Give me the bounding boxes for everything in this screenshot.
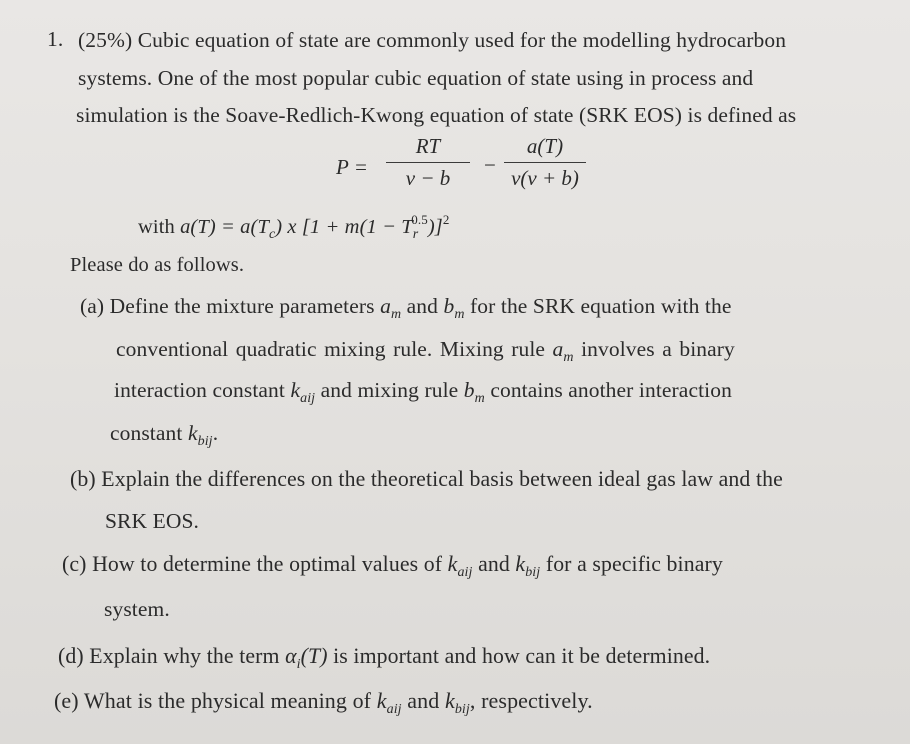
part-a-line-4 — [110, 421, 218, 450]
kaij-subscript-e: aij — [386, 702, 402, 717]
alpha-subscript: i — [296, 657, 301, 672]
part-a-line-1 — [80, 294, 731, 323]
kaij-symbol-e: k — [376, 688, 387, 713]
kbij-symbol-c: k — [515, 552, 526, 576]
squared-exponent: 2 — [442, 212, 450, 227]
intro-line-1: (25%) Cubic equation of state are commonly used for the modelling hydrocarbon — [78, 28, 787, 52]
bm-subscript-2: m — [474, 391, 485, 406]
part-a-text-10: . — [212, 421, 219, 445]
fraction-rt-denominator: v − b — [405, 166, 451, 190]
fraction-rt-numerator: RT — [415, 134, 441, 158]
fraction-at — [504, 134, 586, 191]
part-a-text-7: and mixing rule — [315, 378, 464, 402]
fraction-at-numerator: a(T) — [526, 134, 564, 158]
tr-exponent: 0.5 — [411, 212, 428, 227]
part-d-text-2: is important and how can it be determined. — [327, 644, 711, 668]
part-a-text-6: interaction constant — [114, 378, 291, 402]
question-number: 1. — [47, 27, 64, 51]
kbij-symbol-e: k — [444, 688, 455, 713]
part-a-line-3 — [114, 378, 732, 407]
am-subscript: m — [390, 307, 402, 322]
bm-subscript: m — [454, 307, 465, 322]
part-b-line-1 — [70, 467, 783, 492]
part-d-label: (d) — [58, 644, 84, 668]
kbij-symbol: k — [187, 421, 198, 445]
alpha-symbol: α — [285, 644, 297, 668]
kaij-subscript-c: aij — [457, 565, 473, 580]
fraction-at-denominator: v(v + b) — [511, 166, 579, 190]
equation-minus: − — [484, 153, 496, 177]
fraction-at-bar — [504, 162, 586, 163]
part-d-line — [58, 644, 710, 673]
kaij-symbol-c: k — [447, 552, 458, 576]
part-e-line — [54, 688, 593, 718]
part-e-text-1: What is the physical meaning of — [83, 688, 377, 713]
part-a-text-3: for the SRK equation with the — [464, 294, 732, 318]
kbij-subscript: bij — [197, 434, 213, 449]
intro-line-3: simulation is the Soave-Redlich-Kwong equation of state (SRK EOS) is defined as — [76, 103, 797, 127]
part-a-text-2: and — [401, 294, 444, 318]
tr-subscript: r — [412, 227, 419, 242]
kaij-subscript: aij — [300, 391, 316, 406]
instruction-text: Please do as follows. — [70, 254, 245, 276]
part-e-text-2: and — [401, 688, 445, 713]
part-c-text-2: and — [472, 552, 516, 576]
part-a-label: (a) — [80, 294, 105, 318]
am-subscript-2: m — [563, 350, 574, 365]
kbij-subscript-c: bij — [525, 565, 541, 580]
am-symbol: a — [380, 294, 391, 318]
bm-symbol: b — [443, 294, 455, 318]
alpha-definition-line — [138, 212, 449, 243]
with-prefix: with — [138, 216, 181, 238]
part-e-label: (e) — [54, 688, 79, 713]
part-b-text-1: Explain the differences on the theoretical basis between ideal gas law and the — [101, 467, 783, 491]
part-c-label: (c) — [62, 552, 87, 576]
part-e-text-3: , respectively. — [469, 688, 593, 713]
am-symbol-2: a — [552, 337, 564, 361]
at-expression-mid: ) x [1 + m(1 − T — [275, 216, 413, 238]
bm-symbol-2: b — [463, 378, 475, 402]
kbij-subscript-e: bij — [454, 702, 470, 717]
equation-lhs: P = — [336, 155, 368, 179]
alpha-argument: (T) — [300, 644, 328, 668]
part-a-text-5: involves a binary — [573, 337, 735, 361]
tc-subscript: c — [268, 227, 276, 242]
part-c-text-3: for a specific binary — [540, 552, 723, 576]
part-c-line-2: system. — [104, 597, 170, 621]
part-c-text-1: How to determine the optimal values of — [92, 552, 448, 576]
intro-line-2: systems. One of the most popular cubic equation of state using in process and — [78, 66, 754, 90]
part-b-label: (b) — [70, 467, 96, 491]
part-a-line-2 — [116, 337, 735, 366]
part-d-text-1: Explain why the term — [89, 644, 286, 668]
part-a-text-4: conventional quadratic mixing rule. Mixing rule — [116, 337, 553, 361]
part-a-text-1: Define the mixture parameters — [109, 294, 381, 318]
fraction-rt-bar — [386, 162, 470, 163]
fraction-rt — [386, 134, 470, 191]
part-a-text-8: contains another interaction — [484, 378, 732, 402]
part-c-line-1 — [62, 552, 723, 581]
srk-equation — [336, 134, 586, 200]
part-a-text-9: constant — [110, 421, 188, 445]
part-b-line-2: SRK EOS. — [105, 509, 199, 533]
kaij-symbol: k — [290, 378, 301, 402]
at-expression-end: )] — [427, 216, 443, 238]
at-expression-start: a(T) = a(T — [180, 216, 269, 238]
